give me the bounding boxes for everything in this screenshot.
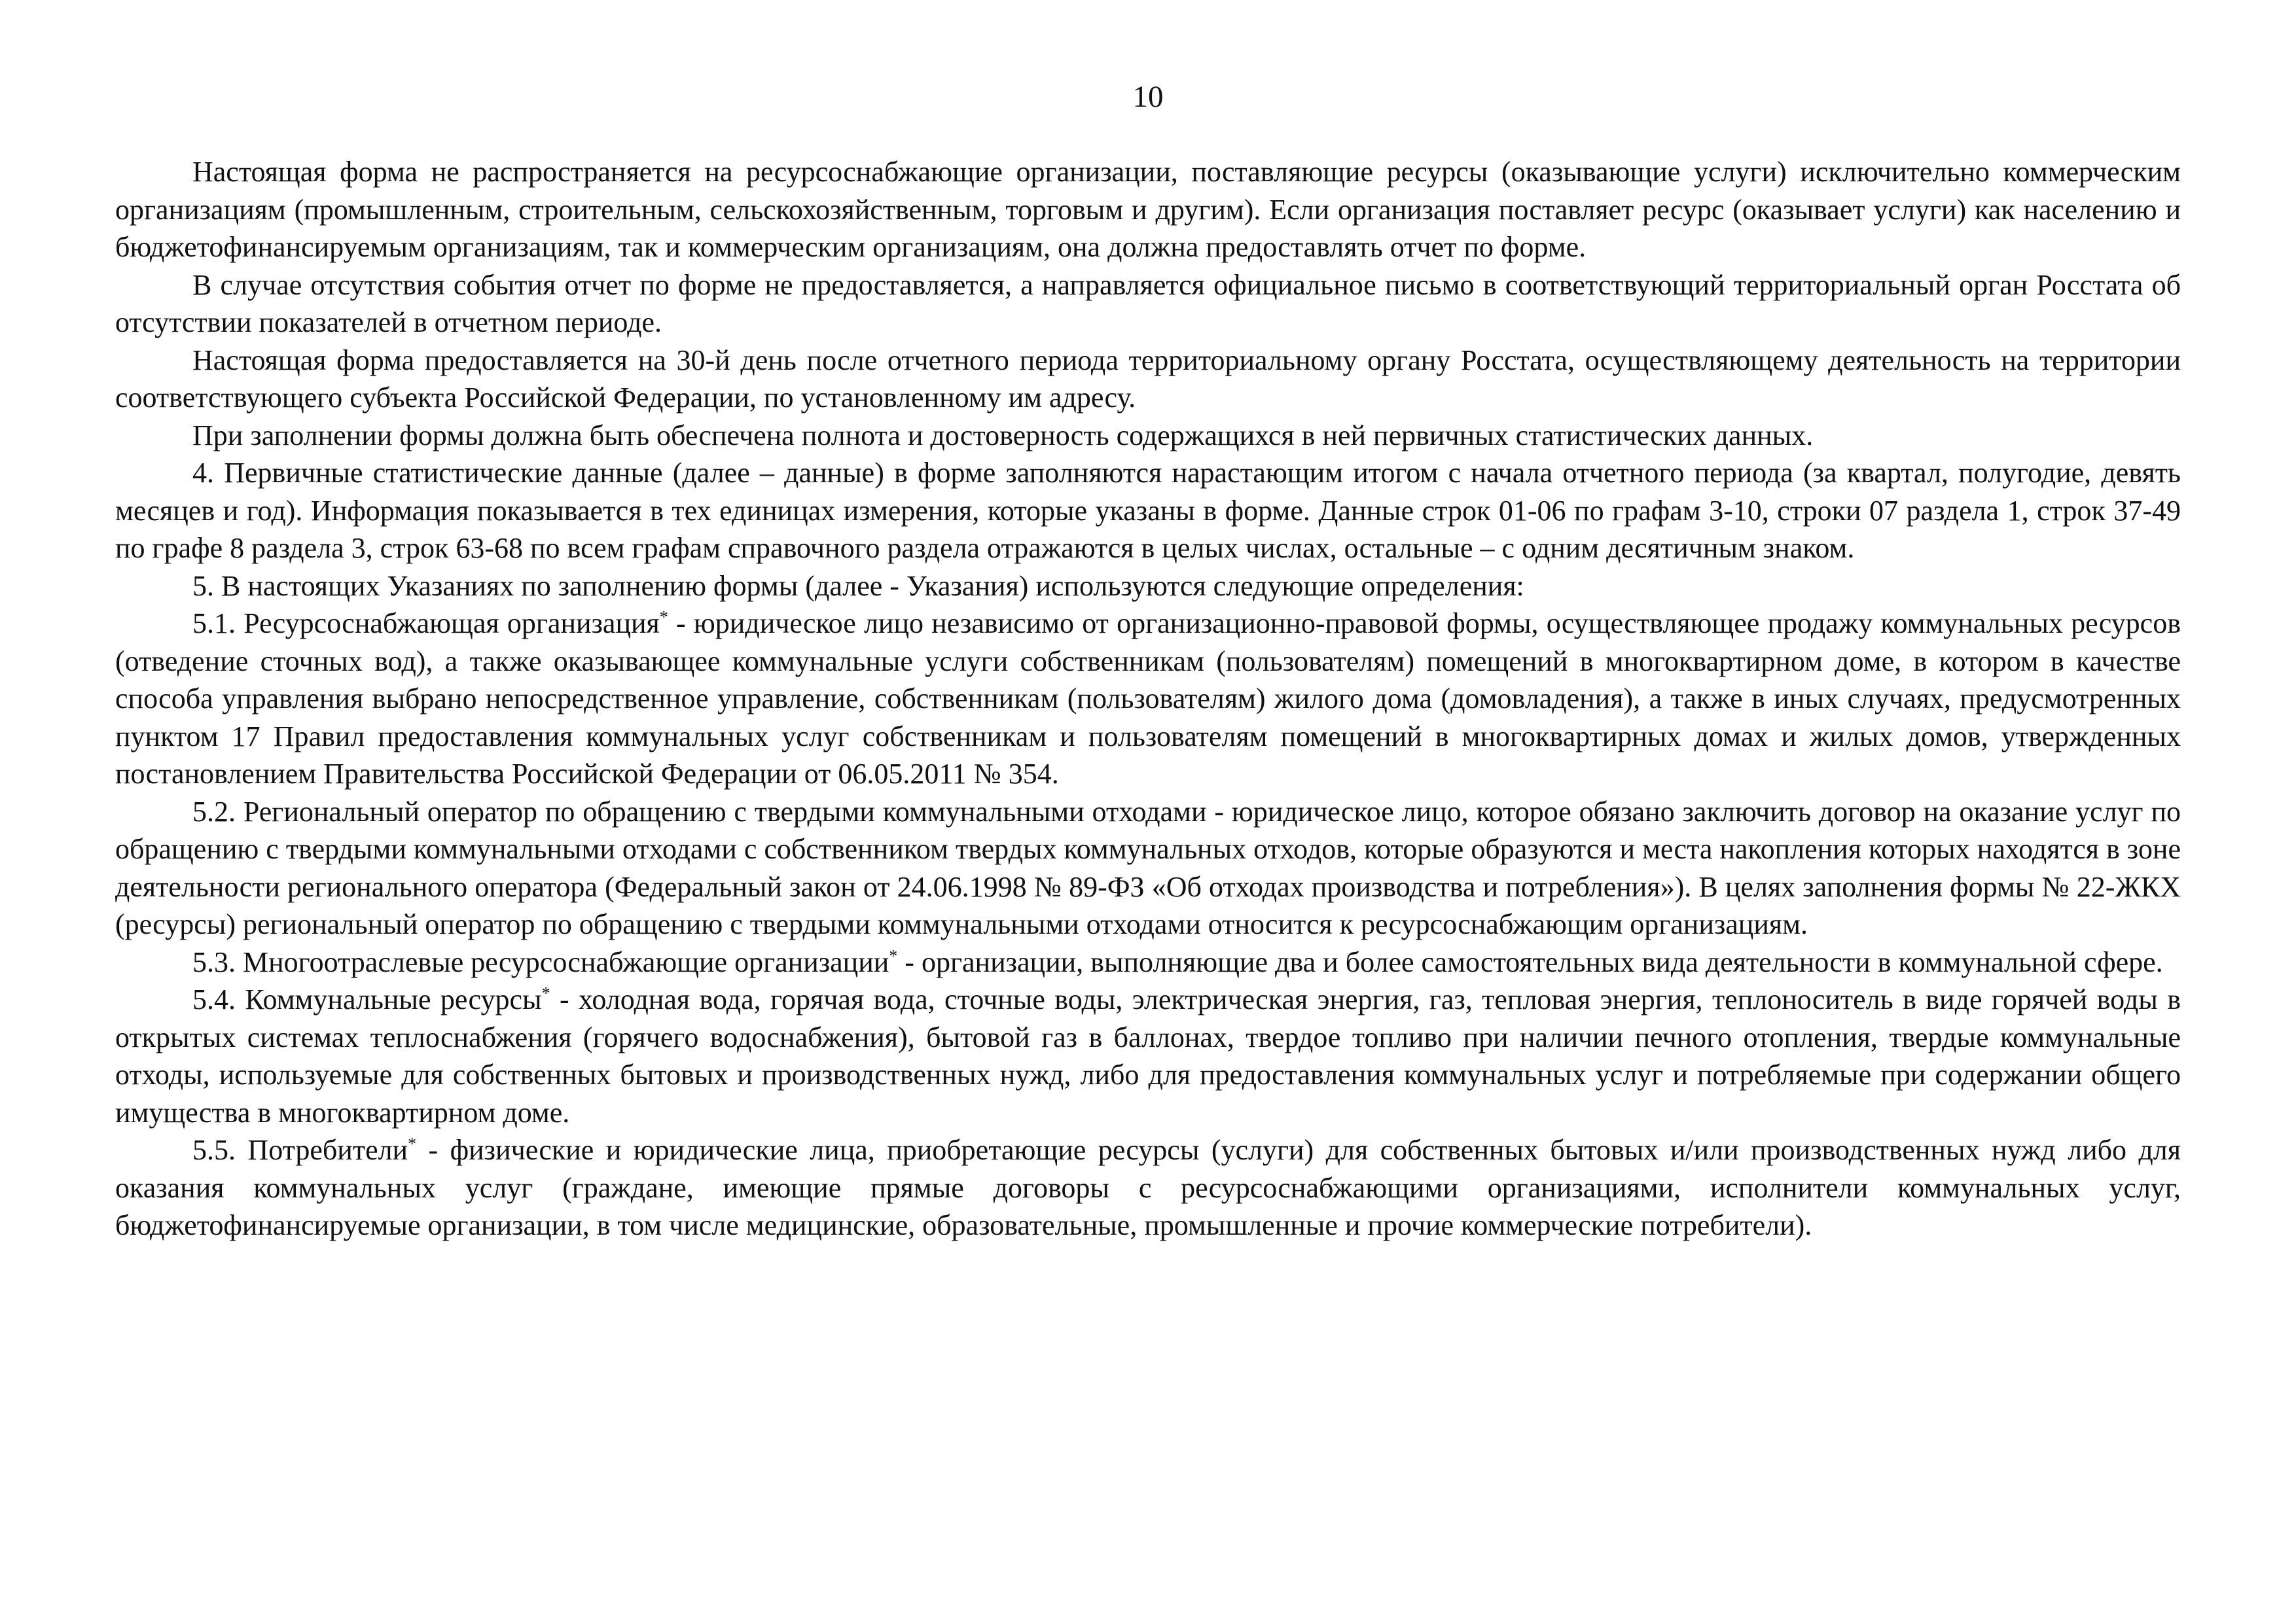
paragraph — [115, 454, 2181, 567]
document-body — [115, 153, 2181, 1244]
paragraph-text: При заполнении формы должна быть обеспечена полнота и достоверность содержащихся в ней первичных статистических данных. — [192, 419, 1814, 451]
paragraph — [115, 417, 2181, 455]
paragraph-text: 5.3. Многоотраслевые ресурсоснабжающие организации — [192, 945, 889, 978]
paragraph-text: 5.5. Потребители — [192, 1134, 408, 1166]
paragraph-text: 5. В настоящих Указаниях по заполнению формы (далее - Указания) используются следующие определения: — [192, 569, 1524, 602]
paragraph — [115, 793, 2181, 944]
paragraph-text: В случае отсутствия события отчет по форме не предоставляется, а направляется официальное письмо в соответствующий территориальный орган Росстата об отсутствии показателей в отчетном периоде. — [115, 268, 2181, 338]
paragraph-text: - холодная вода, горячая вода, сточные воды, электрическая энергия, газ, тепловая энергия, теплоноситель в виде горячей воды в открытых системах теплоснабжения (горячего водоснабжения), бытовой газ в баллонах, твердое топливо при наличии печного отопления, твердые коммунальные отходы, используемые для собственных бытовых и производственных нужд, либо для предоставления коммунальных услуг и потребляемые при содержании общего имущества в многоквартирном доме. — [115, 983, 2181, 1129]
paragraph-text: 5.1. Ресурсоснабжающая организация — [192, 607, 660, 639]
paragraph-text: 5.4. Коммунальные ресурсы — [192, 983, 542, 1015]
footnote-marker: * — [541, 983, 550, 1003]
footnote-marker: * — [889, 945, 898, 965]
paragraph — [115, 981, 2181, 1131]
paragraph-text: Настоящая форма предоставляется на 30-й день после отчетного периода территориальному органу Росстата, осуществляющему деятельность на территории соответствующего субъекта Российской Федерации, по установленному им адресу. — [115, 344, 2181, 414]
paragraph — [115, 342, 2181, 417]
page-number: 10 — [1132, 80, 1164, 114]
paragraph — [115, 605, 2181, 793]
paragraph — [115, 1131, 2181, 1244]
paragraph-text: Настоящая форма не распространяется на ресурсоснабжающие организации, поставляющие ресурсы (оказывающие услуги) исключительно коммерческим организациям (промышленным, строительным, сельскохозяйственным, торговым и другим). Если организация поставляет ресурс (оказывает услуги) как населению и бюджетофинансируемым организациям, так и коммерческим организациям, она должна предоставлять отчет по форме. — [115, 156, 2181, 263]
paragraph — [115, 944, 2181, 981]
paragraph — [115, 266, 2181, 342]
footnote-marker: * — [408, 1134, 417, 1154]
paragraph — [115, 153, 2181, 266]
paragraph-text: 5.2. Региональный оператор по обращению с твердыми коммунальными отходами - юридическое лицо, которое обязано заключить договор на оказание услуг по обращению с твердыми коммунальными отходами с собственником твердых коммунальных отходов, которые образуются и места накопления которых находятся в зоне деятельности регионального оператора (Федеральный закон от 24.06.1998 № 89-ФЗ «Об отходах производства и потребления»). В целях заполнения формы № 22-ЖКХ (ресурсы) региональный оператор по обращению с твердыми коммунальными отходами относится к ресурсоснабжающим организациям. — [115, 795, 2181, 940]
paragraph-text: - юридическое лицо независимо от организационно-правовой формы, осуществляющее продажу коммунальных ресурсов (отведение сточных вод), а также оказывающее коммунальные услуги собственникам (пользователям) помещений в многоквартирном доме, в котором в качестве способа управления выбрано непосредственное управление, собственникам (пользователям) жилого дома (домовладения), а также в иных случаях, предусмотренных пунктом 17 Правил предоставления коммунальных услуг собственникам и пользователям помещений в многоквартирных домах и жилых домов, утвержденных постановлением Правительства Российской Федерации от 06.05.2011 № 354. — [115, 607, 2181, 790]
paragraph — [115, 567, 2181, 605]
paragraph-text: 4. Первичные статистические данные (далее – данные) в форме заполняются нарастающим итогом с начала отчетного периода (за квартал, полугодие, девять месяцев и год). Информация показывается в тех единицах измерения, которые указаны в форме. Данные строк 01-06 по графам 3-10, строки 07 раздела 1, строк 37-49 по графе 8 раздела 3, строк 63-68 по всем графам справочного раздела отражаются в целых числах, остальные – с одним десятичным знаком. — [115, 457, 2181, 564]
paragraph-text: - организации, выполняющие два и более самостоятельных вида деятельности в коммунальной сфере. — [897, 945, 2163, 978]
footnote-marker: * — [659, 607, 668, 627]
paragraph-text: - физические и юридические лица, приобретающие ресурсы (услуги) для собственных бытовых и/или производственных нужд либо для оказания коммунальных услуг (граждане, имеющие прямые договоры с ресурсоснабжающими организациями, исполнители коммунальных услуг, бюджетофинансируемые организации, в том числе медицинские, образовательные, промышленные и прочие коммерческие потребители). — [115, 1134, 2181, 1241]
